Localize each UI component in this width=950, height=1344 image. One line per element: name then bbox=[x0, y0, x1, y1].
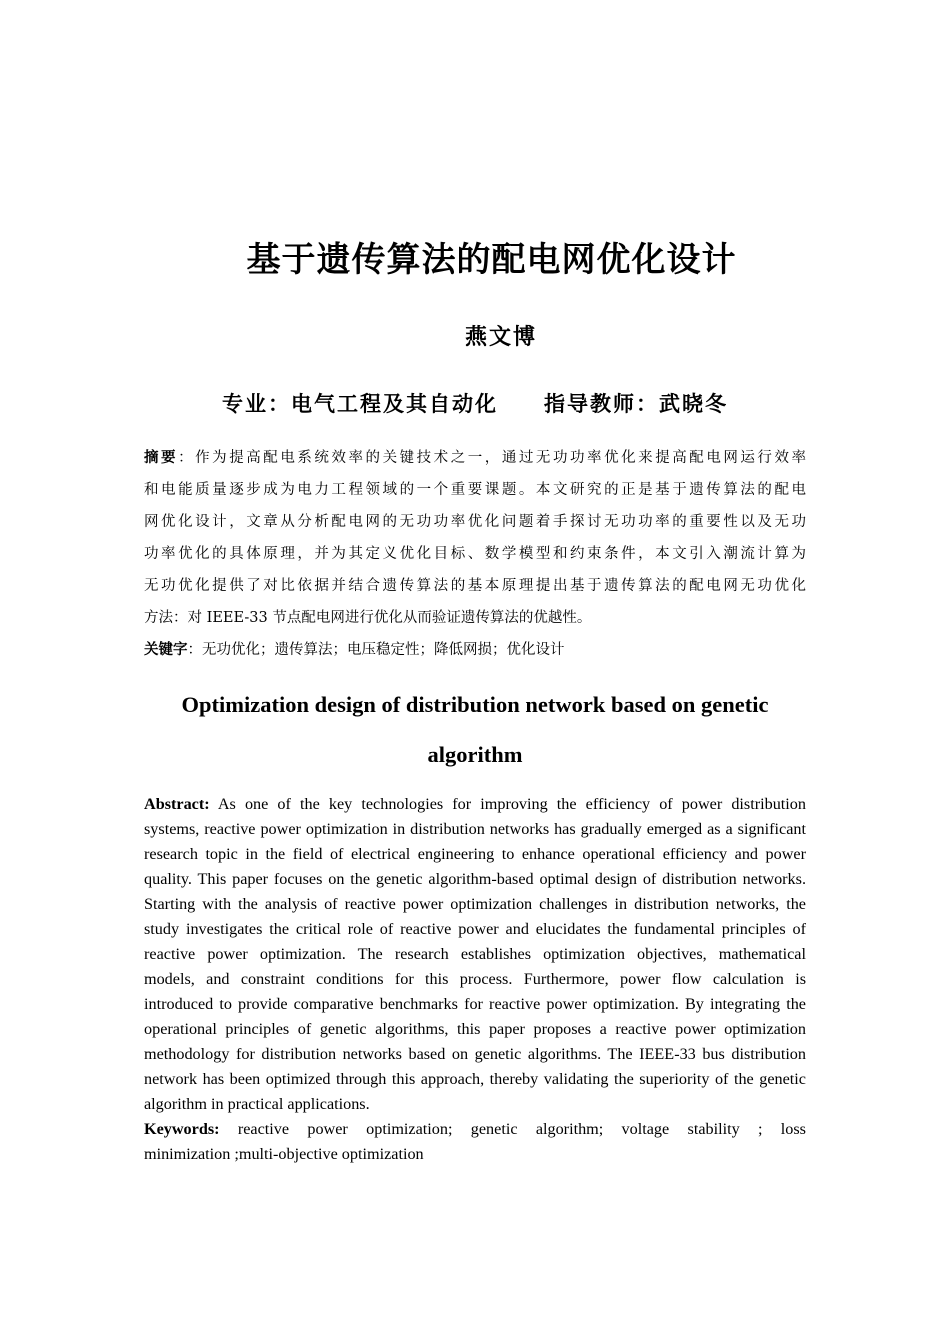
abstract-en-line: reactive power optimization. The research establishes optimization objectives, mathematical bbox=[144, 945, 806, 963]
abstract-en-line: introduced to provide comparative benchmarks for reactive power optimization. By integrating the bbox=[144, 995, 806, 1013]
title-chinese: 基于遗传算法的配电网优化设计 bbox=[246, 240, 737, 280]
abstract-cn-label: 摘要 bbox=[144, 450, 179, 466]
title-english-line-1: Optimization design of distribution network based on genetic bbox=[181, 692, 769, 717]
abstract-en-line: systems, reactive power optimization in distribution networks has gradually emerged as a significant bbox=[144, 820, 806, 838]
abstract-en-line: research topic in the field of electrical engineering to enhance operational efficiency and power bbox=[144, 845, 806, 863]
keywords-en-line: minimization ;multi-objective optimization bbox=[144, 1145, 424, 1163]
abstract-en-label: Abstract: bbox=[144, 795, 210, 813]
abstract-en-line: algorithm in practical applications. bbox=[144, 1095, 370, 1113]
major-label: 专业：电气工程及其自动化 bbox=[222, 391, 498, 416]
major-advisor-line bbox=[222, 388, 728, 418]
abstract-cn-line: 网优化设计，文章从分析配电网的无功功率优化问题着手探讨无功功率的重要性以及无功 bbox=[144, 514, 806, 530]
keywords-cn-text: ：无功优化；遗传算法；电压稳定性；降低网损；优化设计 bbox=[187, 642, 565, 658]
keywords-en-text: reactive power optimization; genetic algorithm; voltage stability ; loss bbox=[219, 1120, 806, 1138]
abstract-en-line: study investigates the critical role of reactive power and elucidates the fundamental principles of bbox=[144, 920, 806, 938]
keywords-en-line bbox=[144, 1117, 806, 1142]
abstract-cn-line: 无功优化提供了对比依据并结合遗传算法的基本原理提出基于遗传算法的配电网无功优化 bbox=[144, 578, 806, 594]
abstract-cn-line: 方法：对 IEEE-33 节点配电网进行优化从而验证遗传算法的优越性。 bbox=[144, 610, 592, 626]
abstract-en-line: methodology for distribution networks based on genetic algorithms. The IEEE-33 bus distribution bbox=[144, 1045, 806, 1063]
keywords-chinese bbox=[144, 634, 565, 666]
abstract-cn-text: ：作为提高配电系统效率的关键技术之一，通过无功功率优化来提高配电网运行效率 bbox=[178, 450, 807, 466]
author-name: 燕文博 bbox=[464, 324, 537, 350]
abstract-chinese bbox=[144, 442, 806, 634]
keywords-cn-label: 关键字 bbox=[144, 642, 188, 658]
abstract-cn-line bbox=[144, 442, 806, 474]
abstract-en-line: network has been optimized through this approach, thereby validating the superiority of the genetic bbox=[144, 1070, 806, 1088]
abstract-en-line: quality. This paper focuses on the genetic algorithm-based optimal design of distribution networks. bbox=[144, 870, 806, 888]
advisor-label: 指导教师：武晓冬 bbox=[544, 391, 728, 416]
abstract-en-text: As one of the key technologies for improving the efficiency of power distribution bbox=[209, 795, 806, 813]
abstract-en-line: Starting with the analysis of reactive power optimization challenges in distribution networks, the bbox=[144, 895, 806, 913]
abstract-english bbox=[144, 792, 806, 1167]
keywords-en-label: Keywords: bbox=[144, 1120, 220, 1138]
abstract-en-line: operational principles of genetic algorithms, this paper proposes a reactive power optimization bbox=[144, 1020, 806, 1038]
abstract-en-line: models, and constraint conditions for this process. Furthermore, power flow calculation is bbox=[144, 970, 806, 988]
abstract-cn-line: 功率优化的具体原理，并为其定义优化目标、数学模型和约束条件，本文引入潮流计算为 bbox=[144, 546, 806, 562]
title-english-line-2: algorithm bbox=[427, 742, 523, 767]
abstract-en-line bbox=[144, 792, 806, 817]
abstract-cn-line: 和电能质量逐步成为电力工程领域的一个重要课题。本文研究的正是基于遗传算法的配电 bbox=[144, 482, 806, 498]
